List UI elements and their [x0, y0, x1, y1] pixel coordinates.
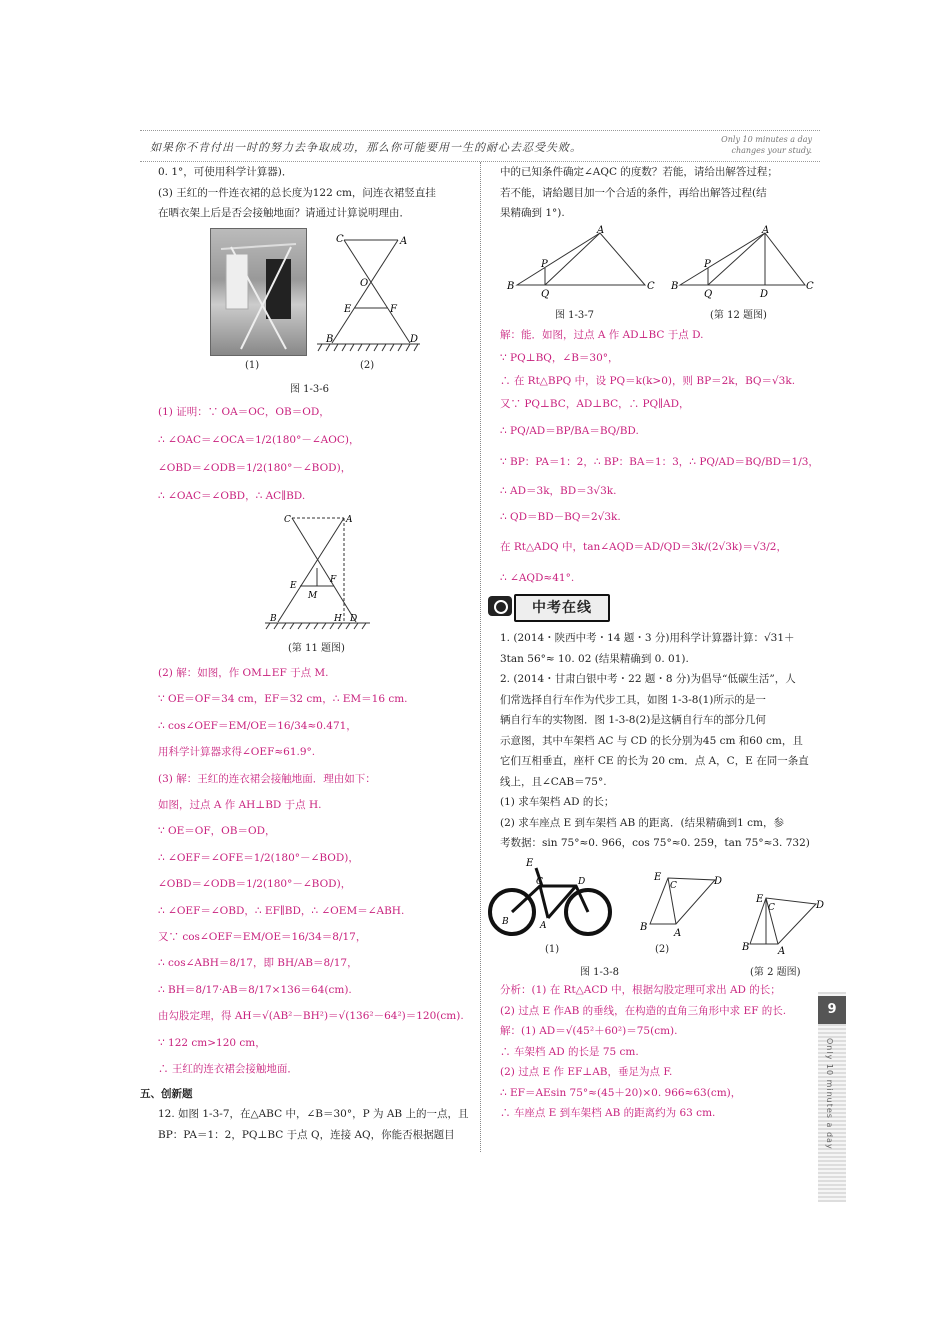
label-B: B: [507, 281, 515, 292]
label-F: F: [330, 575, 337, 585]
label-C: C: [768, 903, 775, 913]
text-line: (1) 证明：∵ OA＝OC，OB＝OD，: [158, 406, 330, 418]
section-title: [140, 1084, 193, 1105]
page-tab-text: Only 10 minutes a day: [825, 1038, 834, 1150]
label-D: D: [578, 877, 586, 887]
text-line: 解：(1) AD＝√(45²＋60²)＝75(cm).: [500, 1025, 678, 1037]
label-M: M: [308, 591, 318, 601]
text-line: ∴ EF＝AEsin 75°≈(45＋20)×0. 966≈63(cm)，: [500, 1086, 742, 1099]
text-line: ∴ cos∠OEF＝EM/OE＝16/34≈0.471，: [158, 719, 357, 732]
text-line: (2) 解：如图，作 OM⊥EF 于点 M.: [158, 667, 329, 679]
bicycle-figure: [488, 856, 618, 942]
text-line: 考数据：sin 75°≈0. 966，cos 75°≈0. 259，tan 75°≈3. 732): [500, 837, 810, 849]
label-F: F: [390, 304, 397, 315]
page-number: 9: [818, 996, 846, 1024]
caption: (2): [360, 360, 375, 371]
text-line: (3) 解：王红的连衣裙会接触地面．理由如下：: [158, 772, 376, 785]
text-line: 们常选择自行车作为代步工具，如图 1-3-8(1)所示的是一: [500, 693, 766, 706]
caption: 图 1-3-7: [555, 310, 595, 321]
label-A: A: [762, 225, 770, 236]
right-exam: [500, 628, 820, 854]
label-D: D: [760, 289, 769, 300]
text-line: 解：能．如图，过点 A 作 AD⊥BC 于点 D.: [500, 329, 704, 341]
label-B: B: [671, 281, 679, 292]
text-line: ∵ OE＝OF，OB＝OD，: [158, 825, 276, 838]
caption: (2): [655, 944, 670, 955]
label-P: P: [541, 259, 548, 270]
section-heading: 五、创新题: [140, 1088, 193, 1100]
label-E: E: [526, 858, 534, 869]
figure-136-2: [312, 230, 422, 355]
label-A: A: [400, 236, 408, 247]
text-line: ∵ BP：PA＝1：2，∴ BP：BA＝1：3，∴ PQ/AD＝BQ/BD＝1/3，: [500, 456, 819, 468]
text-line: 1. (2014・陕西中考・14 题・3 分)用科学计算器计算：√31＋: [500, 632, 795, 644]
column-divider: [480, 162, 481, 1152]
text-line: ∴ 车座点 E 到车架档 AB 的距离约为 63 cm.: [500, 1107, 716, 1119]
text-line: 线上，且∠CAB＝75°.: [500, 775, 607, 788]
text-line: ∴ ∠OEF＝∠OFE＝1/2(180°－∠BOD)，: [158, 851, 359, 864]
bicycle-geometry-2: [640, 866, 725, 938]
text-line: 由勾股定理，得 AH＝√(AB²－BH²)＝√(136²－64²)＝120(cm).: [158, 1010, 464, 1023]
label-E: E: [290, 581, 297, 591]
text-line: 果精确到 1°).: [500, 207, 565, 219]
text-line: ∴ ∠OAC＝∠OBD，∴ AC∥BD.: [158, 490, 306, 502]
label-H: H: [334, 614, 342, 624]
label-D: D: [410, 334, 419, 345]
caption: (1): [545, 944, 560, 955]
text-line: 在 Rt△ADQ 中，tan∠AQD＝AD/QD＝3k/(2√3k)＝√3/2，: [500, 541, 787, 553]
text-line: ∴ ∠AQD≈41°.: [500, 572, 575, 584]
label-Q: Q: [541, 289, 550, 300]
caption: (第 2 题图): [750, 967, 801, 978]
label-O: O: [360, 278, 369, 289]
label-E: E: [344, 304, 352, 315]
text-line: (2) 过点 E 作AB 的垂线，在构造的直角三角形中求 EF 的长.: [500, 1004, 787, 1017]
caption: 图 1-3-6: [290, 384, 330, 395]
text-line: 12. 如图 1-3-7，在△ABC 中，∠B＝30°，P 为 AB 上的一点，且: [158, 1108, 469, 1120]
label-Q: Q: [704, 289, 713, 300]
text-line: (2) 过点 E 作 EF⊥AB，垂足为点 F.: [500, 1066, 673, 1078]
text-line: BP：PA＝1：2，PQ⊥BC 于点 Q，连接 AQ，你能否根据题目: [158, 1128, 455, 1141]
problem-2-figure: [740, 890, 825, 958]
label-E: E: [756, 894, 764, 905]
text-line: ∴ QD＝BD－BQ＝2√3k.: [500, 511, 621, 523]
label-C: C: [806, 281, 814, 292]
label-A: A: [778, 946, 786, 957]
left-proof: [158, 398, 468, 510]
label-A: A: [346, 515, 353, 525]
figure-137: [505, 225, 655, 300]
clothes-rack-photo: [210, 228, 307, 356]
label-B: B: [270, 614, 277, 624]
header-english: Only 10 minutes a day changes your study.: [721, 135, 812, 155]
label-P: P: [704, 259, 711, 270]
clothes-rack-drawing: [211, 229, 306, 355]
label-C: C: [647, 281, 655, 292]
text-line: ∴ cos∠ABH＝8/17，即 BH/AB＝8/17，: [158, 957, 358, 970]
right-solution-12: [500, 324, 820, 592]
text-line: 示意图，其中车架档 AC 与 CD 的长分别为45 cm 和60 cm，且: [500, 734, 803, 747]
text-line: 它们互相垂直，座杆 CE 的长为 20 cm．点 A，C，E 在同一条直: [500, 755, 809, 767]
label-A: A: [540, 921, 547, 931]
left-q12: [158, 1104, 468, 1145]
text-line: ∠OBD＝∠ODB＝1/2(180°－∠BOD)，: [158, 878, 352, 891]
label-D: D: [714, 876, 723, 887]
text-line: 分析：(1) 在 Rt△ACD 中，根据勾股定理可求出 AD 的长；: [500, 984, 781, 996]
text-line: 若不能，请給题目加一个合适的条件，再给出解答过程(结: [500, 186, 767, 199]
label-B: B: [640, 922, 648, 933]
caption: (第 11 题图): [288, 643, 345, 654]
text-line: 中的已知条件确定∠AQC 的度数？若能，请给出解答过程；: [500, 166, 778, 178]
camera-icon: [488, 596, 512, 616]
text-line: ∴ ∠OEF＝∠OBD，∴ EF∥BD，∴ ∠OEM＝∠ABH.: [158, 904, 405, 917]
text-line: 又∵ cos∠OEF＝EM/OE＝16/34＝8/17，: [158, 931, 367, 944]
banner-title: 中考在线: [514, 594, 610, 622]
right-analysis: [500, 980, 812, 1124]
text-line: 0. 1°，可使用科学计算器)．: [158, 166, 293, 178]
label-B: B: [742, 942, 750, 953]
label-C: C: [336, 234, 344, 245]
text-line: ∴ 王红的连衣裙会接触地面．: [158, 1063, 298, 1076]
exam-online-banner: [488, 594, 606, 620]
text-line: 如图，过点 A 作 AH⊥BD 于点 H.: [158, 799, 322, 812]
label-D: D: [816, 900, 825, 911]
text-line: ∵ 122 cm>120 cm，: [158, 1036, 266, 1049]
label-B: B: [326, 334, 334, 345]
label-B: B: [502, 917, 509, 927]
label-A: A: [674, 928, 682, 938]
caption: 图 1-3-8: [580, 967, 620, 978]
text-line: (2) 求车座点 E 到车架档 AB 的距离．(结果精确到1 cm，参: [500, 816, 784, 829]
label-A: A: [597, 225, 605, 236]
text-line: 用科学计算器求得∠OEF≈61.9°.: [158, 746, 316, 759]
label-D: D: [350, 614, 358, 624]
caption: (第 12 题图): [710, 310, 767, 321]
text-line: 辆自行车的实物图．图 1-3-8(2)是这辆自行车的部分几何: [500, 714, 766, 726]
label-C: C: [284, 515, 291, 525]
text-line: ∴ PQ/AD＝BP/BA＝BQ/BD.: [500, 425, 639, 437]
left-column-intro: [158, 162, 468, 224]
page-header: [140, 130, 820, 162]
text-line: ∴ AD＝3k，BD＝3√3k.: [500, 485, 617, 497]
text-line: 在晒衣架上后是否会接触地面？请通过计算说明理由．: [158, 207, 410, 219]
page-tab: [818, 992, 846, 1202]
right-q12: [500, 162, 820, 224]
text-line: ∴ 在 Rt△BPQ 中，设 PQ＝k(k>0)，则 BP＝2k，BQ＝√3k.: [500, 375, 796, 387]
text-line: ∴ ∠OAC＝∠OCA＝1/2(180°－∠AOC)，: [158, 434, 360, 446]
left-solution: [158, 660, 468, 1083]
text-line: ∴ BH＝8/17·AB＝8/17×136＝64(cm).: [158, 983, 352, 996]
figure-11: [260, 510, 375, 638]
text-line: 2. (2014・甘肃白银中考・22 题・8 分)为倡导“低碳生活”，人: [500, 673, 796, 685]
text-line: ∠OBD＝∠ODB＝1/2(180°－∠BOD)，: [158, 462, 352, 474]
text-line: (3) 王红的一件连衣裙的总长度为122 cm，问连衣裙竖直挂: [158, 186, 436, 199]
figure-12: [670, 225, 815, 300]
label-C: C: [670, 881, 677, 891]
text-line: 3tan 56°≈ 10. 02 (结果精确到 0. 01).: [500, 652, 689, 665]
label-C: C: [536, 877, 543, 887]
text-line: ∴ 车架档 AD 的长是 75 cm.: [500, 1045, 639, 1058]
text-line: ∵ OE＝OF＝34 cm，EF＝32 cm，∴ EM＝16 cm.: [158, 693, 408, 706]
header-motto: 如果你不肯付出一时的努力去争取成功，那么你可能要用一生的耐心去忍受失败。: [150, 141, 582, 154]
text-line: 又∵ PQ⊥BC，AD⊥BC，∴ PQ∥AD，: [500, 398, 690, 410]
text-line: (1) 求车架档 AD 的长；: [500, 796, 615, 808]
text-line: ∵ PQ⊥BQ，∠B＝30°，: [500, 352, 619, 364]
label-E: E: [654, 872, 662, 883]
caption: (1): [245, 360, 260, 371]
